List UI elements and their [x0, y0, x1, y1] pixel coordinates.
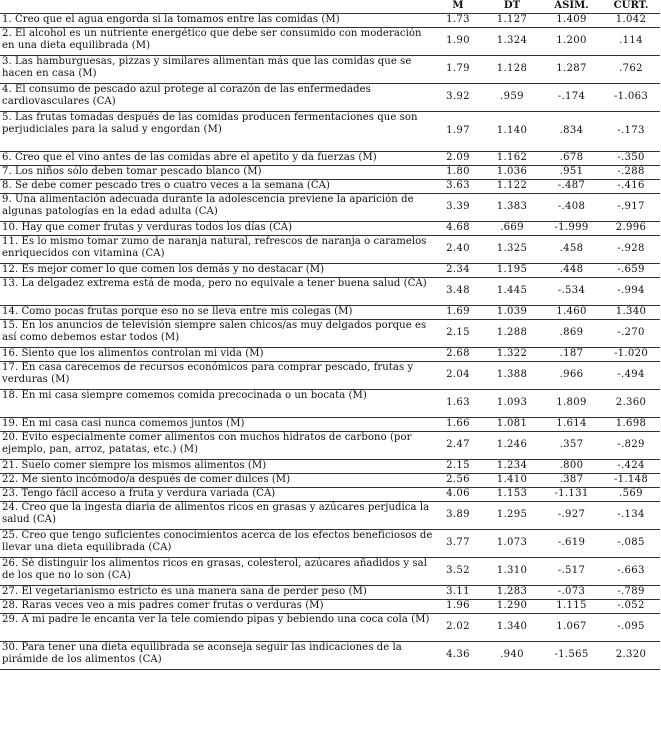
skewness-value: 1.809 [541, 390, 602, 418]
table-row [0, 236, 660, 264]
sd-value: 1.383 [483, 194, 541, 222]
sd-value: 1.162 [483, 152, 541, 166]
kurtosis-value: -.494 [602, 362, 660, 390]
sd-value: 1.073 [483, 530, 541, 558]
mean-value: 3.77 [433, 530, 483, 558]
item-text: 21. Suelo comer siempre los mismos alimentos (M) [0, 460, 433, 474]
skewness-value: 1.200 [541, 28, 602, 56]
sd-value: 1.290 [483, 600, 541, 614]
sd-value: 1.322 [483, 348, 541, 362]
item-text: 25. Creo que tengo suficientes conocimientos acerca de los efectos beneficiosos de llevar una dieta equilibrada (CA) [0, 530, 433, 558]
item-text: 10. Hay que comer frutas y verduras todos los días (CA) [0, 222, 433, 236]
table-row [0, 488, 660, 502]
sd-value: 1.039 [483, 306, 541, 320]
mean-value: 1.90 [433, 28, 483, 56]
kurtosis-value: -.928 [602, 236, 660, 264]
kurtosis-value: -.659 [602, 264, 660, 278]
sd-value: 1.081 [483, 418, 541, 432]
sd-value: 1.410 [483, 474, 541, 488]
item-text: 4. El consumo de pescado azul protege al corazón de las enfermedades cardiovasculares (CA) [0, 84, 433, 112]
skewness-value: .678 [541, 152, 602, 166]
kurtosis-value: .114 [602, 28, 660, 56]
table-row [0, 222, 660, 236]
item-text: 5. Las frutas tomadas después de las comidas producen fermentaciones que son perjudiciales para la salud y engordan (M) [0, 112, 433, 152]
kurtosis-value: 2.360 [602, 390, 660, 418]
skewness-value: .834 [541, 112, 602, 152]
item-text: 19. En mi casa casi nunca comemos juntos (M) [0, 418, 433, 432]
item-text: 13. La delgadez extrema está de moda, pero no equivale a tener buena salud (CA) [0, 278, 433, 306]
item-text: 20. Evito especialmente comer alimentos con muchos hidratos de carbono (por ejemplo, pan, arroz, patatas, etc.) (M) [0, 432, 433, 460]
skewness-value: -.534 [541, 278, 602, 306]
item-text: 8. Se debe comer pescado tres o cuatro veces a la semana (CA) [0, 180, 433, 194]
item-text: 24. Creo que la ingesta diaria de alimentos ricos en grasas y azúcares perjudica la salud (CA) [0, 502, 433, 530]
table-row [0, 166, 660, 180]
item-text: 22. Me siento incómodo/a después de comer dulces (M) [0, 474, 433, 488]
item-text: 14. Como pocas frutas porque eso no se lleva entre mis colegas (M) [0, 306, 433, 320]
skewness-value: 1.409 [541, 14, 602, 28]
item-text: 27. El vegetarianismo estricto es una manera sana de perder peso (M) [0, 586, 433, 600]
item-text: 11. Es lo mismo tomar zumo de naranja natural, refrescos de naranja o caramelos enriquecidos con vitamina (CA) [0, 236, 433, 264]
kurtosis-value: -.288 [602, 166, 660, 180]
sd-value: 1.310 [483, 558, 541, 586]
sd-value: 1.036 [483, 166, 541, 180]
table-row [0, 362, 660, 390]
mean-value: 2.56 [433, 474, 483, 488]
item-text: 9. Una alimentación adecuada durante la adolescencia previene la aparición de algunas patologías en la edad adulta (CA) [0, 194, 433, 222]
item-text: 7. Los niños sólo deben tomar pescado blanco (M) [0, 166, 433, 180]
table-row [0, 28, 660, 56]
table-row [0, 502, 660, 530]
table-row [0, 600, 660, 614]
item-text: 17. En casa carecemos de recursos económicos para comprar pescado, frutas y verduras (M) [0, 362, 433, 390]
mean-value: 3.63 [433, 180, 483, 194]
table-row [0, 56, 660, 84]
mean-value: 2.04 [433, 362, 483, 390]
table-row [0, 348, 660, 362]
sd-value: 1.295 [483, 502, 541, 530]
table-row [0, 642, 660, 670]
mean-value: 3.92 [433, 84, 483, 112]
table-row [0, 390, 660, 418]
sd-value: 1.288 [483, 320, 541, 348]
skewness-value: .869 [541, 320, 602, 348]
sd-value: .669 [483, 222, 541, 236]
mean-value: 3.89 [433, 502, 483, 530]
mean-value: 2.34 [433, 264, 483, 278]
skewness-value: .448 [541, 264, 602, 278]
header-skewness: ASIM. [541, 0, 602, 14]
item-text: 30. Para tener una dieta equilibrada se aconseja seguir las indicaciones de la pirámide de los alimentos (CA) [0, 642, 433, 670]
kurtosis-value: .569 [602, 488, 660, 502]
mean-value: 1.97 [433, 112, 483, 152]
header-item [0, 0, 433, 14]
header-row [0, 0, 660, 14]
sd-value: 1.324 [483, 28, 541, 56]
sd-value: 1.246 [483, 432, 541, 460]
item-text: 16. Siento que los alimentos controlan mi vida (M) [0, 348, 433, 362]
sd-value: 1.325 [483, 236, 541, 264]
item-text: 28. Raras veces veo a mis padres comer frutas o verduras (M) [0, 600, 433, 614]
skewness-value: .357 [541, 432, 602, 460]
skewness-value: -1.999 [541, 222, 602, 236]
mean-value: 3.11 [433, 586, 483, 600]
item-text: 18. En mi casa siempre comemos comida precocinada o un bocata (M) [0, 390, 433, 418]
sd-value: 1.234 [483, 460, 541, 474]
kurtosis-value: -.052 [602, 600, 660, 614]
skewness-value: .966 [541, 362, 602, 390]
header-sd: DT [483, 0, 541, 14]
mean-value: 1.63 [433, 390, 483, 418]
skewness-value: -.174 [541, 84, 602, 112]
mean-value: 1.96 [433, 600, 483, 614]
mean-value: 4.68 [433, 222, 483, 236]
skewness-value: -.073 [541, 586, 602, 600]
mean-value: 2.40 [433, 236, 483, 264]
mean-value: 3.52 [433, 558, 483, 586]
table-row [0, 194, 660, 222]
kurtosis-value: 1.698 [602, 418, 660, 432]
skewness-value: -.517 [541, 558, 602, 586]
item-text: 6. Creo que el vino antes de las comidas abre el apetito y da fuerzas (M) [0, 152, 433, 166]
sd-value: 1.128 [483, 56, 541, 84]
mean-value: 1.80 [433, 166, 483, 180]
skewness-value: 1.287 [541, 56, 602, 84]
kurtosis-value: -.270 [602, 320, 660, 348]
skewness-value: .951 [541, 166, 602, 180]
item-text: 26. Sé distinguir los alimentos ricos en grasas, colesterol, azúcares añadidos y sal de los que no lo son (CA) [0, 558, 433, 586]
sd-value: 1.388 [483, 362, 541, 390]
table-row [0, 14, 660, 28]
kurtosis-value: -.085 [602, 530, 660, 558]
table-row [0, 112, 660, 152]
table-row [0, 306, 660, 320]
mean-value: 2.09 [433, 152, 483, 166]
kurtosis-value: 2.320 [602, 642, 660, 670]
table-row [0, 264, 660, 278]
table-row [0, 84, 660, 112]
sd-value: .959 [483, 84, 541, 112]
sd-value: 1.093 [483, 390, 541, 418]
sd-value: 1.195 [483, 264, 541, 278]
table-row [0, 180, 660, 194]
item-text: 3. Las hamburguesas, pizzas y similares alimentan más que las comidas que se hacen en casa (M) [0, 56, 433, 84]
kurtosis-value: -.917 [602, 194, 660, 222]
kurtosis-value: -.134 [602, 502, 660, 530]
table-row [0, 614, 660, 642]
skewness-value: -.408 [541, 194, 602, 222]
mean-value: 4.36 [433, 642, 483, 670]
mean-value: 2.02 [433, 614, 483, 642]
mean-value: 2.15 [433, 460, 483, 474]
table-row [0, 432, 660, 460]
kurtosis-value: -1.148 [602, 474, 660, 488]
mean-value: 1.66 [433, 418, 483, 432]
item-text: 23. Tengo fácil acceso a fruta y verdura variada (CA) [0, 488, 433, 502]
kurtosis-value: -.173 [602, 112, 660, 152]
skewness-value: 1.067 [541, 614, 602, 642]
kurtosis-value: 1.340 [602, 306, 660, 320]
sd-value: 1.122 [483, 180, 541, 194]
skewness-value: .187 [541, 348, 602, 362]
mean-value: 1.69 [433, 306, 483, 320]
sd-value: 1.283 [483, 586, 541, 600]
kurtosis-value: -.994 [602, 278, 660, 306]
skewness-value: -.487 [541, 180, 602, 194]
sd-value: 1.445 [483, 278, 541, 306]
mean-value: 1.79 [433, 56, 483, 84]
table-row [0, 530, 660, 558]
skewness-value: -.927 [541, 502, 602, 530]
sd-value: 1.127 [483, 14, 541, 28]
sd-value: 1.340 [483, 614, 541, 642]
header-kurtosis: CURT. [602, 0, 660, 14]
skewness-value: -1.565 [541, 642, 602, 670]
kurtosis-value: -.789 [602, 586, 660, 600]
table-row [0, 320, 660, 348]
kurtosis-value: -.663 [602, 558, 660, 586]
skewness-value: .458 [541, 236, 602, 264]
item-text: 2. El alcohol es un nutriente energético que debe ser consumido con moderación en una dieta equilibrada (M) [0, 28, 433, 56]
skewness-value: .800 [541, 460, 602, 474]
skewness-value: 1.460 [541, 306, 602, 320]
item-text: 29. A mi padre le encanta ver la tele comiendo pipas y bebiendo una coca cola (M) [0, 614, 433, 642]
mean-value: 4.06 [433, 488, 483, 502]
kurtosis-value: .762 [602, 56, 660, 84]
table-row [0, 460, 660, 474]
item-text: 15. En los anuncios de televisión siempre salen chicos/as muy delgados porque es así como debemos estar todos (M) [0, 320, 433, 348]
header-mean: M [433, 0, 483, 14]
skewness-value: 1.115 [541, 600, 602, 614]
skewness-value: -1.131 [541, 488, 602, 502]
skewness-value: -.619 [541, 530, 602, 558]
skewness-value: .387 [541, 474, 602, 488]
table-row [0, 586, 660, 600]
kurtosis-value: 1.042 [602, 14, 660, 28]
sd-value: .940 [483, 642, 541, 670]
mean-value: 3.48 [433, 278, 483, 306]
kurtosis-value: -.416 [602, 180, 660, 194]
skewness-value: 1.614 [541, 418, 602, 432]
mean-value: 2.47 [433, 432, 483, 460]
sd-value: 1.140 [483, 112, 541, 152]
sd-value: 1.153 [483, 488, 541, 502]
kurtosis-value: -1.063 [602, 84, 660, 112]
kurtosis-value: -.350 [602, 152, 660, 166]
table-row [0, 278, 660, 306]
mean-value: 2.68 [433, 348, 483, 362]
mean-value: 3.39 [433, 194, 483, 222]
table-row [0, 474, 660, 488]
mean-value: 1.73 [433, 14, 483, 28]
mean-value: 2.15 [433, 320, 483, 348]
table-row [0, 418, 660, 432]
kurtosis-value: -.424 [602, 460, 660, 474]
item-text: 1. Creo que el agua engorda si la tomamos entre las comidas (M) [0, 14, 433, 28]
table-row [0, 558, 660, 586]
kurtosis-value: 2.996 [602, 222, 660, 236]
kurtosis-value: -.829 [602, 432, 660, 460]
item-text: 12. Es mejor comer lo que comen los demás y no destacar (M) [0, 264, 433, 278]
kurtosis-value: -1.020 [602, 348, 660, 362]
kurtosis-value: -.095 [602, 614, 660, 642]
table-row [0, 152, 660, 166]
